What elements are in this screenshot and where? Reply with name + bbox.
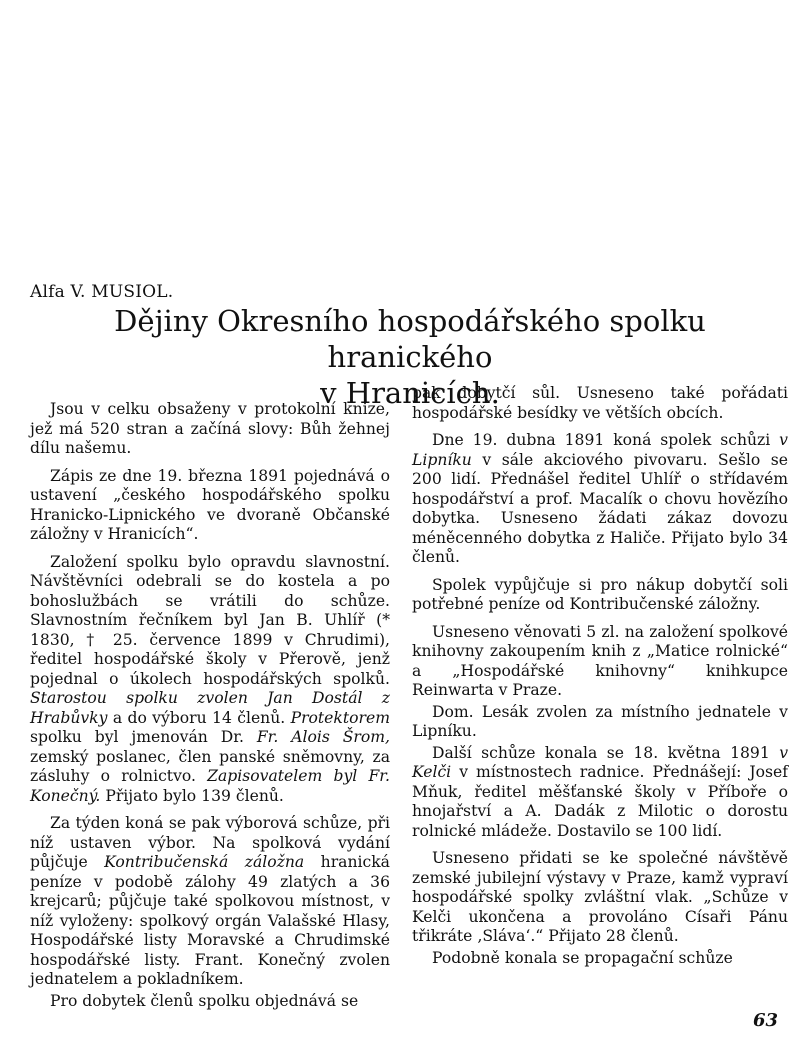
italic-run: v Kelči xyxy=(412,743,788,781)
paragraph: pak dobytčí sůl. Usneseno také pořádati hospodářské besídky ve větších obcích. xyxy=(412,384,788,422)
italic-run: Fr. Alois Šrom, xyxy=(256,728,390,746)
article-author: Alfa V. MUSIOL. xyxy=(30,282,174,302)
italic-run: Protektorem xyxy=(290,708,390,727)
title-line-2: v Hranicích. xyxy=(320,376,500,410)
paragraph: Pro dobytek členů spolku objednává se xyxy=(50,991,359,1010)
paragraph: Podobně konala se propagační schůze xyxy=(432,948,733,967)
text-run: Dne 19. dubna 1891 koná spolek schůzi xyxy=(432,431,771,449)
text-run: Přijato bylo 139 členů. xyxy=(105,786,284,805)
page-number: 63 xyxy=(752,1010,778,1031)
text-run: spolku byl jmenován Dr. xyxy=(30,728,244,746)
italic-run: v Lipníku xyxy=(412,431,788,469)
paragraph: Usneseno věnovati 5 zl. na založení spolkové knihovny zakoupením knih z „Matice rolnické“ a „Hospodářské knihovny“ knihkupce Reinwarta v Praze. xyxy=(412,622,788,699)
title-line-1: Dějiny Okresního hospodářského spolku hranického xyxy=(114,304,706,374)
paragraph xyxy=(412,744,788,842)
paragraph: Jsou v celku obsaženy v protokolní knize, jež má 520 stran a začíná slovy: Bůh žehnej dílu našemu. xyxy=(30,400,390,457)
text-run: Další schůze konala se 18. května 1891 xyxy=(432,743,770,762)
text-run: a do výboru 14 členů. xyxy=(112,708,286,727)
text-run: v místnostech radnice. Přednášejí: Josef Mňuk, ředitel měšťanské školy v Příboře o hnojařství a A. Dadák z Milotic o dorostu rolnické mládeže. Dostavilo se 100 lidí. xyxy=(412,763,788,840)
left-column xyxy=(30,400,390,1019)
paragraph: Zápis ze dne 19. března 1891 pojednává o ustavení „českého hospodářského spolku Hranicko-Lipnického ve dvoraně Občanské záložny v Hranicích“. xyxy=(30,466,390,543)
paragraph xyxy=(30,814,390,990)
paragraph: Dom. Lesák zvolen za místního jednatele v Lipníku. xyxy=(412,702,788,740)
italic-run: Starostou spolku zvolen Jan Dostál z Hrabůvky xyxy=(30,689,390,727)
italic-run: Kontribučenská záložna xyxy=(104,853,305,871)
paragraph xyxy=(30,553,390,807)
text-run: Založení spolku bylo opravdu slavnostní. Návštěvníci odebrali se do kostela a po bohoslužbách se vrátili do schůze. Slavnostním řečníkem byl Jan B. Uhlíř (* 1830, † 25. července 1899 v Chrudimi), ředitel hospodářské školy v Přerově, jenž pojednal o úkolech hospodářských spolků. xyxy=(30,552,390,688)
text-run: zemský poslanec, člen panské sněmovny, za zásluhy o rolnictvo. xyxy=(30,747,390,785)
text-run: v sále akciového pivovaru. Sešlo se 200 lidí. Přednášel ředitel Uhlíř o střídavém hospodářství a prof. Macalík o chovu hovězího dobytka. Usneseno žádati zákaz dovozu méněcenného dobytka z Haliče. Přijato bylo 34 členů. xyxy=(412,450,788,566)
right-column xyxy=(412,384,788,976)
paragraph: Spolek vypůjčuje si pro nákup dobytčí soli potřebné peníze od Kontribučenské záložny. xyxy=(412,575,788,613)
italic-run: Zapisovatelem byl Fr. Konečný. xyxy=(30,767,390,805)
text-run: Za týden koná se pak výborová schůze, při níž ustaven výbor. Na spolková vydání půjčuje xyxy=(30,814,390,871)
text-run: hranická peníze v podobě zálohy 49 zlatých a 36 krejcarů; půjčuje také spolkovou místnost, v níž vyloženy: spolkový orgán Valašské Hlasy, Hospodářské listy Moravské a Chrudimské hospodářské listy. Frant. Konečný zvolen jednatelem a pokladníkem. xyxy=(30,853,390,988)
paragraph: Usneseno přidati se ke společné návštěvě zemské jubilejní výstavy v Praze, kamž vypraví hospodářské spolky zvláštní vlak. „Schůze v Kelči ukončena a provoláno Císaři Pánu třikráte ‚Sláva‘.“ Přijato 28 členů. xyxy=(412,849,788,945)
paragraph xyxy=(412,431,788,568)
